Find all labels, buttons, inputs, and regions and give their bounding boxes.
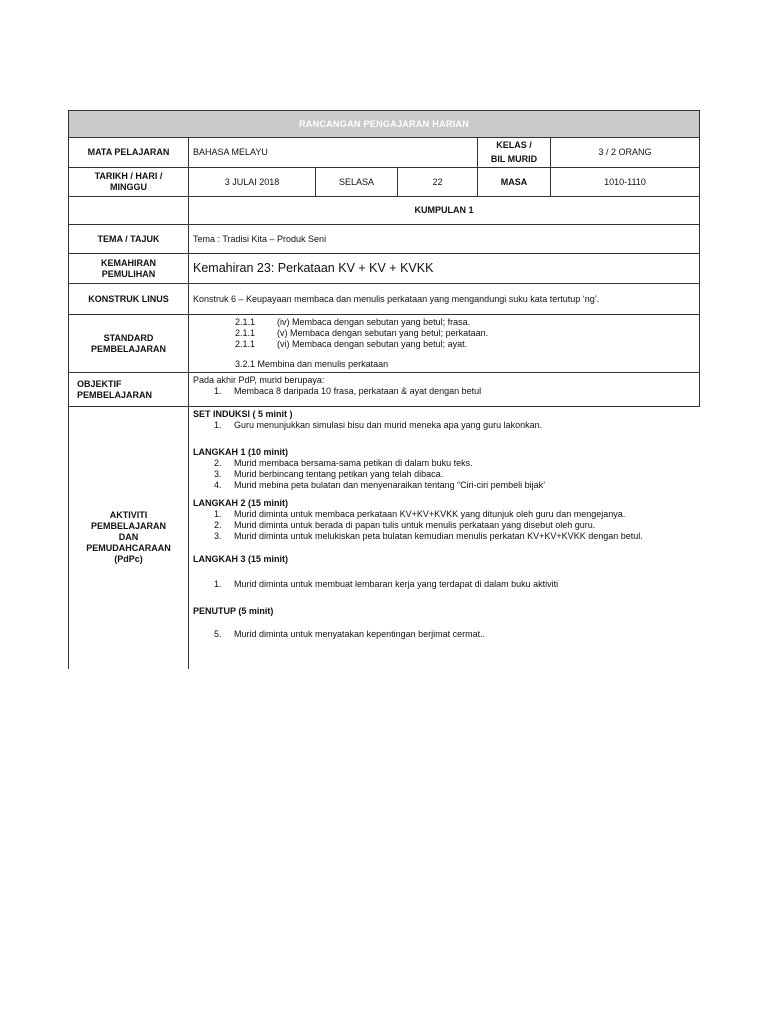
- objektif-label-line2: PEMBELAJARAN: [77, 389, 153, 400]
- list-item-text: Murid diminta untuk menyatakan kepentingan berjimat cermat..: [234, 629, 486, 639]
- aktiviti-label-line3: DAN: [118, 532, 139, 543]
- konstruk-label: KONSTRUK LINUS: [69, 284, 189, 315]
- standard-item: [235, 339, 695, 350]
- kemahiran-label-line1: KEMAHIRAN: [101, 257, 156, 268]
- list-item: [214, 420, 696, 431]
- objektif-item-text: Membaca 8 daripada 10 frasa, perkataan & ayat dengan betul: [234, 386, 482, 396]
- list-item: [214, 629, 696, 640]
- list-item-num: 1.: [214, 509, 222, 519]
- standard-item-text: (iv) Membaca dengan sebutan yang betul; frasa.: [277, 317, 471, 327]
- langkah-1-title: LANGKAH 1 (10 minit): [193, 447, 289, 457]
- tarikh-label-line1: TARIKH / HARI /: [94, 171, 163, 181]
- list-item-text: Murid diminta untuk berada di papan tulis untuk menulis perkataan yang disebut oleh guru.: [234, 520, 596, 530]
- list-item: [214, 480, 696, 491]
- list-item: [214, 509, 696, 520]
- list-item-text: Guru menunjukkan simulasi bisu dan murid meneka apa yang guru lakonkan.: [234, 420, 543, 430]
- masa-value: 1010-1110: [551, 168, 700, 197]
- kumpulan-value: KUMPULAN 1: [189, 197, 700, 225]
- list-item-text: Murid membaca bersama-sama petikan di dalam buku teks.: [234, 458, 473, 468]
- standard-item-text: (vi) Membaca dengan sebutan yang betul; ayat.: [277, 339, 468, 349]
- list-item-num: 2.: [214, 458, 222, 468]
- list-item-num: 2.: [214, 520, 222, 530]
- objektif-item: [214, 386, 695, 397]
- list-item-text: Murid diminta untuk membuat lembaran kerja yang terdapat di dalam buku aktiviti: [234, 579, 559, 589]
- list-item-text: Murid mebina peta bulatan dan menyenaraikan tentang “Ciri-ciri pembeli bijak’: [234, 480, 546, 490]
- objektif-label-line1: OBJEKTIF: [77, 378, 122, 389]
- konstruk-value: Konstruk 6 – Keupayaan membaca dan menulis perkataan yang mengandungi suku kata tertutup ‘ng’.: [189, 284, 700, 315]
- aktiviti-content: [189, 407, 700, 669]
- aktiviti-label-line4: PEMUDAHCARAAN: [86, 543, 171, 554]
- kelas-value: 3 / 2 ORANG: [551, 138, 700, 168]
- objektif-content: [189, 373, 700, 407]
- standard-item-num: 2.1.1: [235, 339, 256, 349]
- objektif-item-num: 1.: [214, 386, 222, 396]
- lesson-plan-table: [68, 110, 700, 669]
- objektif-label: [69, 373, 189, 407]
- list-item: [214, 520, 696, 531]
- mata-pelajaran-value: BAHASA MELAYU: [189, 138, 478, 168]
- langkah-2-title: LANGKAH 2 (15 minit): [193, 498, 289, 508]
- penutup-title: PENUTUP (5 minit): [193, 606, 274, 616]
- list-item-text: Murid diminta untuk melukiskan peta bulatan kemudian menulis perkatan KV+KV+KVKK dengan betul.: [234, 531, 643, 541]
- set-induksi-title: SET INDUKSI ( 5 minit ): [193, 409, 293, 419]
- list-item: [214, 458, 696, 469]
- standard-label-line2: PEMBELAJARAN: [90, 343, 166, 354]
- aktiviti-label-line2: PEMBELAJARAN: [90, 521, 166, 532]
- lesson-plan-sheet: [68, 110, 699, 669]
- list-item-num: 4.: [214, 480, 222, 490]
- aktiviti-label-line1: AKTIVITI: [109, 510, 148, 521]
- standard-item: [235, 317, 695, 328]
- kelas-label: [478, 138, 551, 168]
- standard-item-num: 2.1.1: [235, 317, 256, 327]
- list-item-num: 5.: [214, 629, 222, 639]
- tarikh-label-line2: MINGGU: [110, 182, 147, 192]
- list-item-text: Murid diminta untuk membaca perkataan KV+KV+KVKK yang ditunjuk oleh guru dan mengejanya.: [234, 509, 626, 519]
- aktiviti-label: [69, 407, 189, 669]
- page-title: RANCANGAN PENGAJARAN HARIAN: [69, 111, 700, 138]
- date-value: 3 JULAI 2018: [189, 168, 316, 197]
- standard-item-text: (v) Membaca dengan sebutan yang betul; perkataan.: [277, 328, 489, 338]
- standard-label: [69, 315, 189, 373]
- standard-label-line1: STANDARD: [103, 332, 154, 343]
- list-item-num: 3.: [214, 469, 222, 479]
- mata-pelajaran-label: MATA PELAJARAN: [69, 138, 189, 168]
- day-value: SELASA: [316, 168, 398, 197]
- kemahiran-value: Kemahiran 23: Perkataan KV + KV + KVKK: [189, 254, 700, 284]
- standard-extra: 3.2.1 Membina dan menulis perkataan: [235, 359, 389, 369]
- aktiviti-label-line5: (PdPc): [114, 554, 143, 565]
- list-item-text: Murid berbincang tentang petikan yang telah dibaca.: [234, 469, 444, 479]
- week-value: 22: [398, 168, 478, 197]
- standard-item-num: 2.1.1: [235, 328, 256, 338]
- kelas-label-line2: BIL MURID: [490, 154, 538, 164]
- list-item-num: 1.: [214, 420, 222, 430]
- list-item: [214, 469, 696, 480]
- tema-label: TEMA / TAJUK: [69, 225, 189, 254]
- tema-value: Tema : Tradisi Kita – Produk Seni: [189, 225, 700, 254]
- standard-content: [189, 315, 700, 373]
- list-item-num: 3.: [214, 531, 222, 541]
- kemahiran-label-line2: PEMULIHAN: [101, 268, 156, 279]
- kelas-label-line1: KELAS /: [496, 140, 532, 150]
- kumpulan-empty-cell: [69, 197, 189, 225]
- tarikh-label: [69, 168, 189, 197]
- list-item: [214, 531, 696, 542]
- masa-label: MASA: [478, 168, 551, 197]
- kemahiran-label: [69, 254, 189, 284]
- list-item-num: 1.: [214, 579, 222, 589]
- objektif-intro: Pada akhir PdP, murid berupaya:: [193, 375, 325, 385]
- langkah-3-title: LANGKAH 3 (15 minit): [193, 554, 289, 564]
- list-item: [214, 579, 696, 590]
- standard-item: [235, 328, 695, 339]
